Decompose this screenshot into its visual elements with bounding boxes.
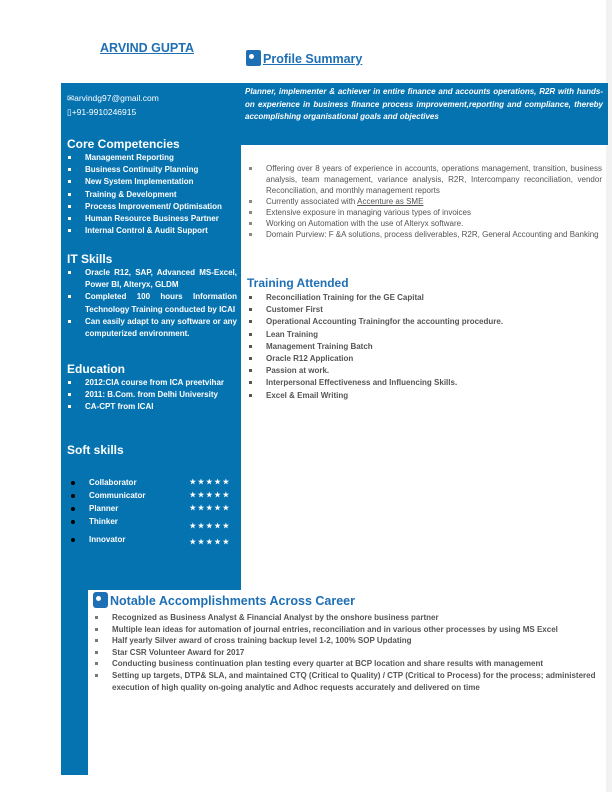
soft-skill-row: [71, 517, 231, 530]
email[interactable]: [67, 93, 159, 104]
profile-icon: [246, 50, 261, 66]
list-item: Oracle R12, SAP, Advanced MS-Excel, Power BI, Alteryx, GLDM: [67, 267, 237, 291]
soft-skill-row: [71, 535, 231, 546]
star-rating: ★★★★★: [189, 505, 231, 512]
phone: [67, 107, 136, 118]
list-item: Setting up targets, DTP& SLA, and maintained CTQ (Critical to Quality) / CTP (Critical to Process) for the process; administered execution of high quality on-going analytic and Adhoc requests accurately and delivered on time: [94, 670, 599, 693]
list-item: Star CSR Volunteer Award for 2017: [94, 647, 599, 659]
list-item: Interpersonal Effectiveness and Influencing Skills.: [248, 377, 602, 389]
candidate-name: ARVIND GUPTA: [100, 41, 194, 55]
list-item: Operational Accounting Trainingfor the accounting procedure.: [248, 316, 602, 328]
list-item: New System Implementation: [67, 176, 237, 188]
list-item: Human Resource Business Partner: [67, 213, 237, 225]
star-rating: ★★★★★: [189, 479, 231, 486]
training-heading: Training Attended: [247, 276, 349, 290]
list-item: [248, 196, 602, 207]
phone-icon: ▯: [67, 107, 72, 117]
education-list: [67, 377, 237, 414]
list-item: 2011: B.Com. from Delhi University: [67, 389, 237, 401]
summary-intro: Planner, implementer & achiever in entire finance and accounts operations, R2R with hands-on experience in business finance process improvement,reporting and compliance, thereby accomplishing organisational goals and objectives: [241, 83, 608, 145]
soft-skill-row: [71, 491, 231, 500]
core-competencies-heading: Core Competencies: [67, 137, 180, 151]
list-item: CA-CPT from ICAI: [67, 401, 237, 413]
accomplishments-section: [88, 590, 606, 775]
list-item: Can easily adapt to any software or any computerized environment.: [67, 316, 237, 340]
briefcase-icon: [93, 592, 108, 608]
skill-label: Communicator: [89, 491, 146, 500]
skill-label: Collaborator: [89, 478, 137, 487]
star-rating: ★★★★★: [189, 523, 231, 530]
list-item: Completed 100 hours Information Technology Training conducted by ICAI: [67, 291, 237, 315]
bullet-icon: [71, 520, 75, 524]
accomplishments-heading: [93, 592, 355, 608]
bullet-icon: [71, 507, 75, 511]
list-item: 2012:CIA course from ICA preetvihar: [67, 377, 237, 389]
education-heading: Education: [67, 362, 126, 376]
list-item: Business Continuity Planning: [67, 164, 237, 176]
it-list: [67, 267, 237, 340]
bullet-icon: [71, 481, 75, 485]
profile-summary-title: Profile Summary: [263, 52, 363, 66]
list-item: Conducting business continuation plan testing every quarter at BCP location and share results with management: [94, 658, 599, 670]
list-item: Multiple lean ideas for automation of journal entries, reconciliation and in various other processes by using MS Excel: [94, 624, 599, 636]
list-item: Reconciliation Training for the GE Capital: [248, 292, 602, 304]
skill-label: Planner: [89, 504, 119, 513]
accomplishments-list: [94, 612, 599, 693]
soft-skill-row: [71, 504, 231, 513]
soft-skills-heading: Soft skills: [67, 443, 124, 457]
list-item: Internal Control & Audit Support: [67, 225, 237, 237]
list-item: Management Reporting: [67, 152, 237, 164]
bullet-icon: [71, 494, 75, 498]
list-item: Passion at work.: [248, 365, 602, 377]
profile-summary-heading: [246, 50, 362, 66]
list-item: Lean Training: [248, 329, 602, 341]
list-item: Oracle R12 Application: [248, 353, 602, 365]
email-text: arvindg97@gmail.com: [74, 93, 159, 103]
text: Currently associated with: [266, 197, 358, 206]
star-rating: ★★★★★: [189, 492, 231, 499]
list-item: Recognized as Business Analyst & Financial Analyst by the onshore business partner: [94, 612, 599, 624]
summary-list: [248, 163, 602, 240]
list-item: Offering over 8 years of experience in accounts, operations management, transition, business analysis, team management, variance analysis, R2R, Intercompany reconciliation, vendor Reconciliation, and monthly management reports: [248, 163, 602, 196]
list-item: Customer First: [248, 304, 602, 316]
bullet-icon: [71, 538, 75, 542]
star-rating: ★★★★★: [189, 539, 231, 546]
list-item: Extensive exposure in managing various types of invoices: [248, 207, 602, 218]
training-list: [248, 292, 602, 402]
skill-label: Thinker: [89, 517, 118, 526]
accomplishments-title: Notable Accomplishments Across Career: [110, 594, 355, 608]
list-item: Half yearly Silver award of cross training backup level 1-2, 100% SOP Updating: [94, 635, 599, 647]
list-item: Domain Purview: F &A solutions, process deliverables, R2R, General Accounting and Banking: [248, 229, 602, 240]
core-list: [67, 152, 237, 237]
list-item: Training & Development: [67, 189, 237, 201]
list-item: Management Training Batch: [248, 341, 602, 353]
skill-label: Innovator: [89, 535, 126, 544]
list-item: Process Improvement/ Optimisation: [67, 201, 237, 213]
soft-skill-row: [71, 478, 231, 487]
mail-icon: ✉: [67, 93, 75, 103]
list-item: Excel & Email Writing: [248, 390, 602, 402]
employer-link: Accenture as SME: [357, 197, 424, 206]
phone-text: +91-9910246915: [71, 107, 137, 117]
it-skills-heading: IT Skills: [67, 252, 113, 266]
list-item: Working on Automation with the use of Alteryx software.: [248, 218, 602, 229]
